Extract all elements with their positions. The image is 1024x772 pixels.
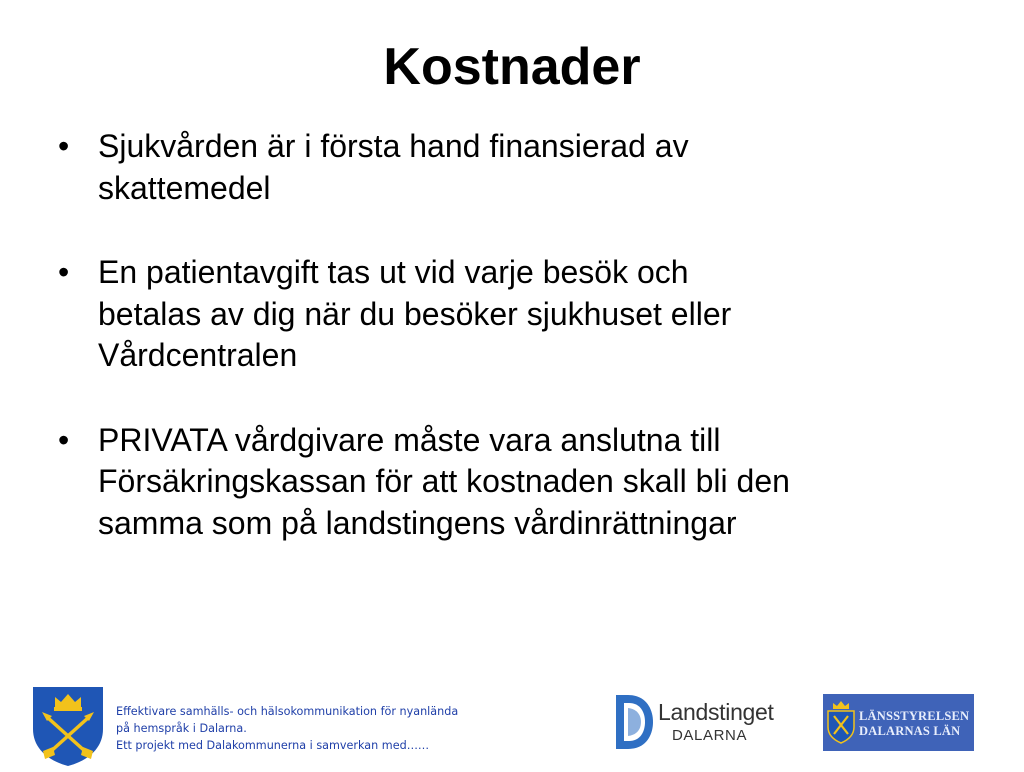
landstinget-region: DALARNA (672, 727, 748, 744)
footer-text-line: på hemspråk i Dalarna. (116, 722, 247, 735)
bullet-line: skattemedel (98, 169, 271, 206)
bullet-item (58, 420, 978, 545)
bullet-line: Sjukvården är i första hand finansierad av (98, 128, 689, 164)
bullet-line: Vårdcentralen (98, 337, 298, 373)
dalarna-coat-of-arms-icon (31, 685, 105, 772)
lansstyrelsen-dalarnas-lan-logo (823, 694, 974, 751)
landstinget-d-logo-icon (614, 693, 654, 751)
lansstyrelsen-line1: LÄNSSTYRELSEN (859, 709, 970, 723)
footer-text-line: Ett projekt med Dalakommunerna i samverkan med…… (116, 739, 430, 752)
landstinget-dalarna-logo (614, 693, 774, 751)
bullet-line: Försäkringskassan för att kostnaden skall bli den (98, 463, 790, 499)
bullet-list (58, 126, 978, 587)
bullet-line: En patientavgift tas ut vid varje besök och (98, 254, 689, 290)
landstinget-name: Landstinget (658, 699, 774, 725)
bullet-line: PRIVATA vårdgivare måste vara anslutna till (98, 421, 721, 458)
lansstyrelsen-crest-icon (825, 700, 857, 744)
bullet-item (58, 126, 978, 209)
bullet-item (58, 252, 978, 377)
footer-text-line: Effektivare samhälls- och hälsokommunikation för nyanlända (116, 705, 459, 718)
footer-project-text (116, 703, 576, 754)
slide-title: Kostnader (383, 38, 641, 96)
lansstyrelsen-line2: DALARNAS LÄN (859, 724, 961, 738)
bullet-line: samma som på landstingens vårdinrättningar (98, 504, 737, 541)
bullet-marker: • (58, 254, 70, 290)
bullet-marker: • (58, 128, 70, 164)
bullet-marker: • (58, 421, 70, 458)
bullet-line: betalas av dig när du besöker sjukhuset eller (98, 295, 732, 332)
